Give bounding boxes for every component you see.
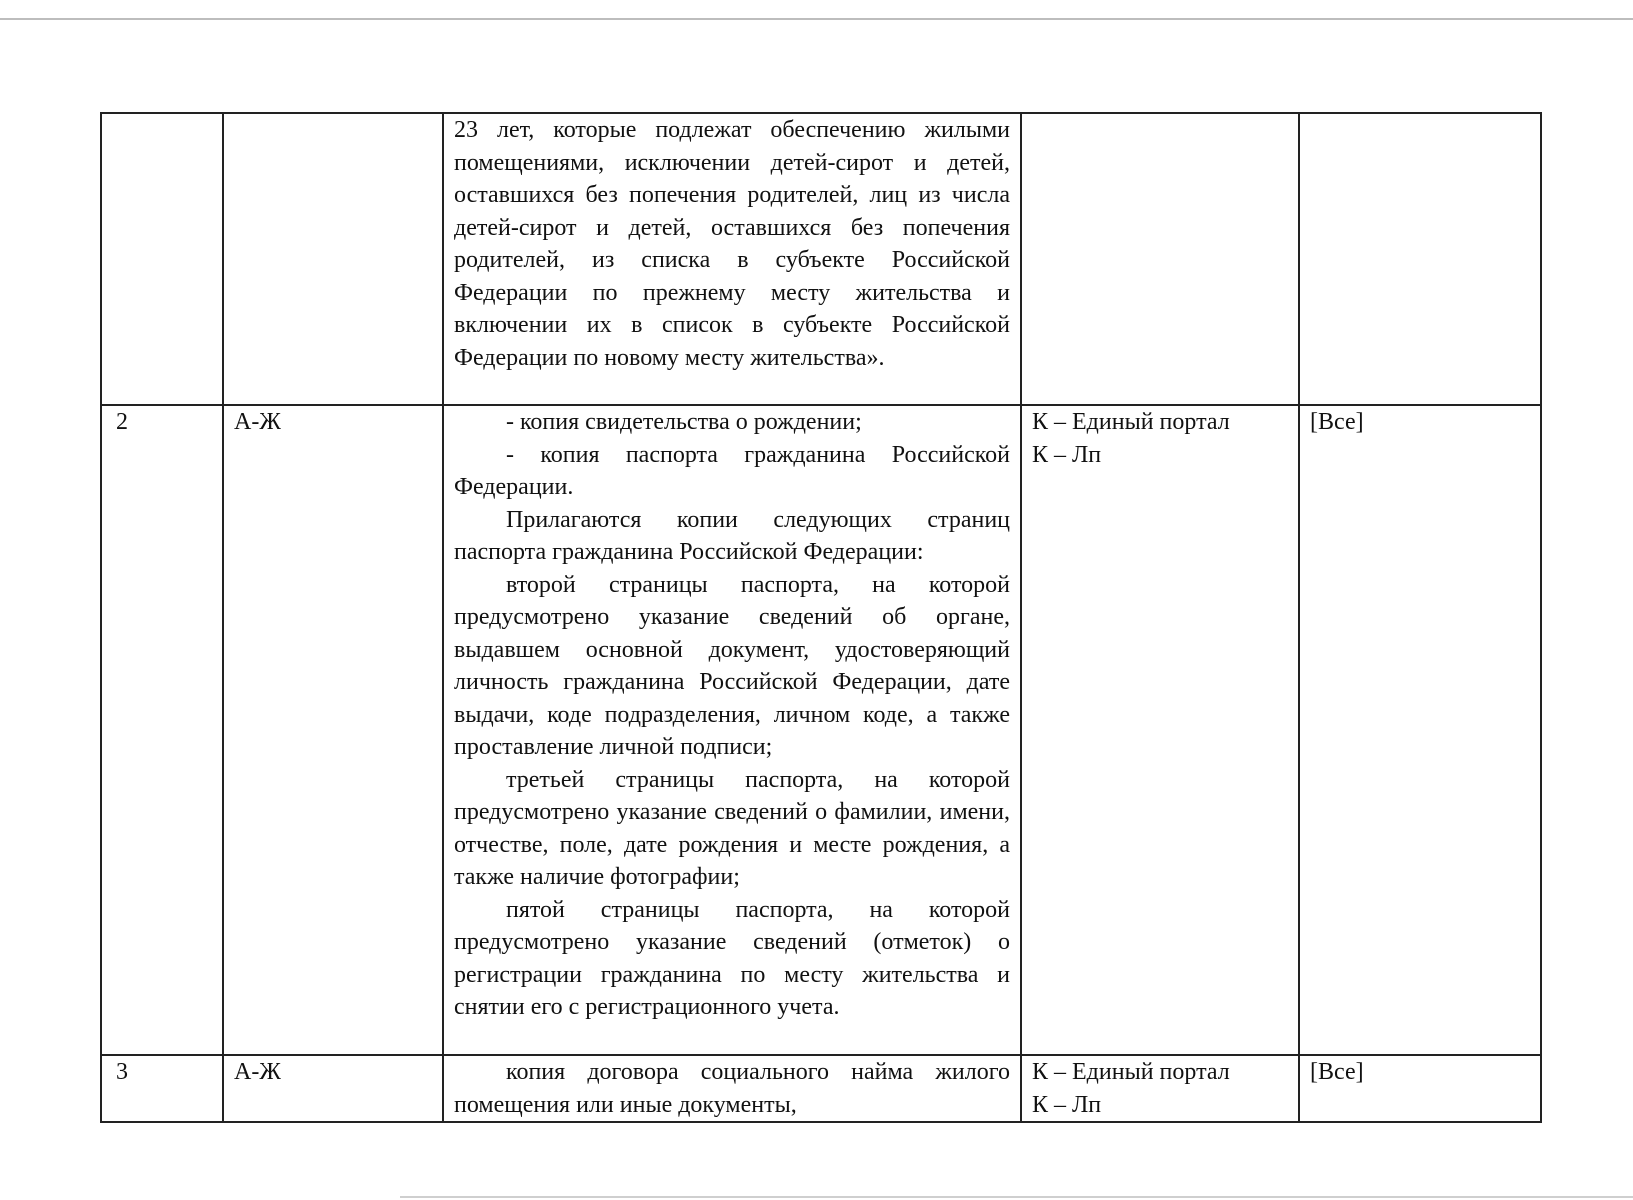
form-line: К – Лп [1032, 441, 1102, 468]
form-cell [1021, 1055, 1299, 1122]
document-paragraph: копия договора социального найма жилого помещения или иные документы, [454, 1059, 1010, 1118]
documents-table [100, 112, 1542, 1123]
applies-cell [1299, 113, 1541, 405]
table-row [101, 405, 1541, 1055]
row-number-cell [101, 113, 223, 405]
scan-edge-bottom [400, 1196, 1633, 1198]
document-paragraph: второй страницы паспорта, на которой предусмотрено указание сведений об органе, выдавшем основной документ, удостоверяющий личность гражданина Российской Федерации, дате выдачи, коде подразделения, личном коде, а также проставление личной подписи; [454, 571, 1010, 760]
document-paragraph: пятой страницы паспорта, на которой предусмотрено указание сведений (отметок) о регистрации гражданина по месту жительства и снятии его с регистрационного учета. [454, 896, 1010, 1020]
row-number-cell: 3 [101, 1055, 223, 1122]
table-row [101, 113, 1541, 405]
document-paragraph: третьей страницы паспорта, на которой предусмотрено указание сведений о фамилии, имени, отчестве, поле, дате рождения и месте рождения, а также наличие фотографии; [454, 766, 1010, 890]
form-cell [1021, 113, 1299, 405]
category-cell: А-Ж [223, 405, 443, 1055]
form-line: К – Лп [1032, 1091, 1102, 1118]
form-line: К – Единый портал [1032, 1059, 1230, 1085]
document-paragraph: Прилагаются копии следующих страниц паспорта гражданина Российской Федерации: [454, 506, 1010, 565]
applies-cell: [Все] [1299, 1055, 1541, 1122]
document-paragraph: - копия свидетельства о рождении; [506, 409, 862, 435]
document-paragraph: 23 лет, которые подлежат обеспечению жилыми помещениями, исключении детей-сирот и детей, оставшихся без попечения родителей, лиц из числа детей-сирот и детей, оставшихся без попечения родителей, из списка в субъекте Российской Федерации по прежнему месту жительства и включении их в список в субъекте Российской Федерации по новому месту жительства». [454, 117, 1010, 371]
applies-cell: [Все] [1299, 405, 1541, 1055]
scan-edge-top [0, 18, 1633, 20]
table-row [101, 1055, 1541, 1122]
form-cell [1021, 405, 1299, 1055]
category-cell: А-Ж [223, 1055, 443, 1122]
document-text-cell [443, 1055, 1021, 1122]
category-cell [223, 113, 443, 405]
row-number-cell: 2 [101, 405, 223, 1055]
document-text-cell [443, 113, 1021, 405]
document-paragraph: - копия паспорта гражданина Российской Федерации. [454, 441, 1010, 500]
form-line: К – Единый портал [1032, 409, 1230, 435]
document-text-cell [443, 405, 1021, 1055]
